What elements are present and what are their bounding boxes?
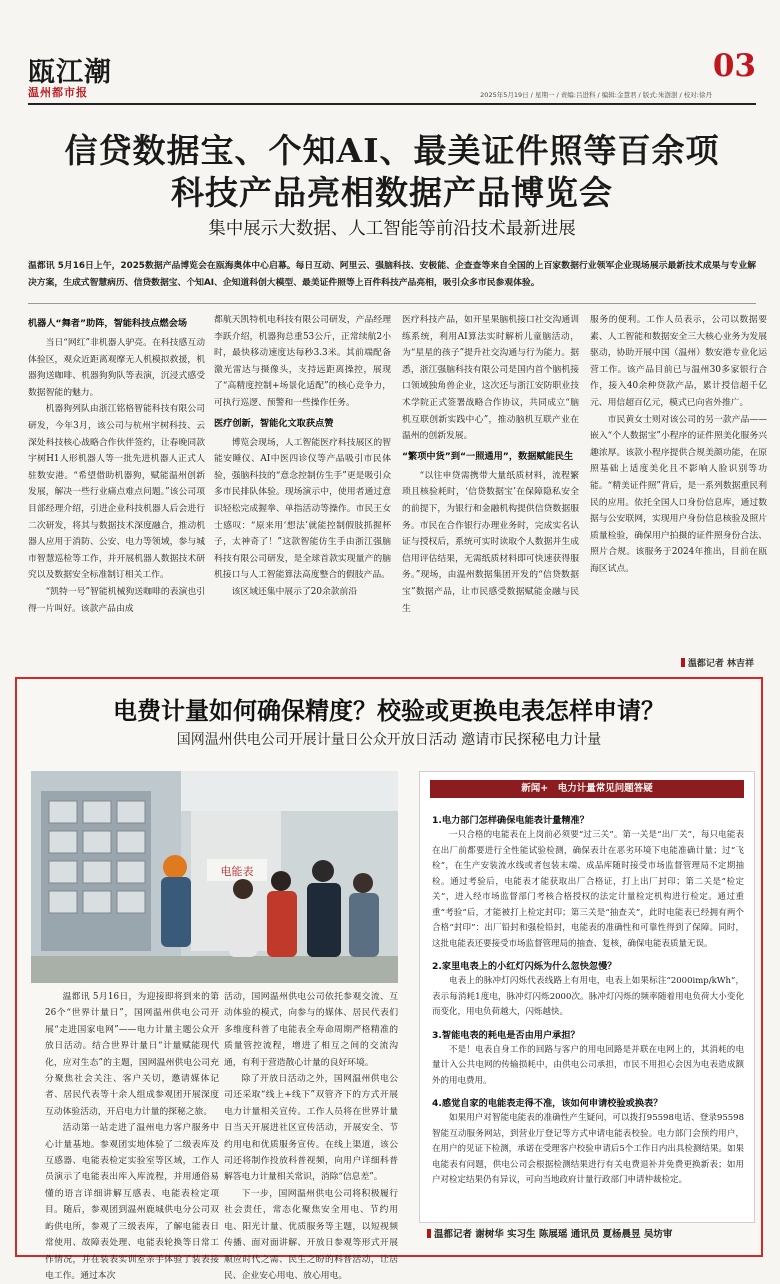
paragraph: “凯特一号”智能机械狗送咖啡的表演也引得一片叫好。该款产品由成 xyxy=(28,586,205,614)
faq-question: 4.感觉自家的电能表走得不准，该如何申请校验或换表？ xyxy=(432,1098,663,1109)
issue-meta: 2025年5月19日 / 星期一 / 责编:吕进科 / 编辑:金慧君 / 版式:朱澍澍 / 校对:徐丹 xyxy=(480,91,712,99)
paragraph: 活动，国网温州供电公司依托参观交流、互动体验的模式，向参与的媒体、居民代表们多维度科普了电能表全寿命周期严格精准的质量管控流程，增进了相互之间的交流沟通，有利于营造散心计量的良好环境。 xyxy=(224,992,398,1068)
faq-item xyxy=(432,1095,744,1189)
masthead-rule xyxy=(28,103,756,105)
special-headline: 电费计量如何确保精度？校验或更换电表怎样申请？ xyxy=(113,696,665,725)
lead-paragraph: 温都讯 5月16日上午，2025数据产品博览会在瓯海奥体中心启幕。每日互动、阿里云、强脑科技、安极能、企查查等来自全国的上百家数据行业领军企业现场展示最新技术成果与专业解决方案，生成式智慧病历、信贷数据宝、个知AI、企知道科创大模型、最美证件照等上百件科技产品亮相，吸引众多市民参观体验。 xyxy=(28,261,756,288)
paragraph: 该区域还集中展示了20余款前沿 xyxy=(231,586,358,597)
article-column-1 xyxy=(28,312,205,672)
paragraph: 博览会现场，人工智能医疗科技展区的智能安睡仪、AI中医四诊仪等产品吸引市民体验，强脑科技的“意念控制仿生手”更是吸引众多市民排队体验。现场演示中，使用者通过意识轻松完成握拳、单指活动等操作。市民王女士感叹：“原来用‘想法’就能控制假肢抓握杯子，太神奇了！”这款智能仿生手由浙江强脑科技有限公司研发，是全球首款实现量产的脑机接口与人工智能算法高度整合的假肢产品。 xyxy=(214,437,391,581)
news-photo xyxy=(31,771,398,983)
special-column-1 xyxy=(45,989,219,1281)
faq-answer: 不是！电表自身工作的回路与客户的用电回路是并联在电网上的，其消耗的电量计入公共电网的传输损耗中，由供电公司承担，市民不用担心会因为电表造成额外的用电费用。 xyxy=(432,1044,744,1086)
article-byline xyxy=(681,656,754,669)
byline-marker xyxy=(427,1229,431,1238)
faq-list xyxy=(432,806,744,1216)
paragraph: 下一步，国网温州供电公司将积极履行社会责任，常态化聚焦安全用电、节约用电、阳光计量、优质服务等主题，以短视频传播、面对面讲解、开放日参观等形式开展顺应时代之需、民生之盼的科普活动，让居民、企业安心用电、放心用电。 xyxy=(224,1188,398,1281)
page-number: 03 xyxy=(712,48,756,84)
byline-text: 温都记者 林吉祥 xyxy=(687,659,754,669)
paragraph: 都航天凯特机电科技有限公司研发，产品经理李跃介绍，机器狗总重53公斤，正常续航2小时，最快移动速度达每秒3.3米。其前端配备激光雷达与摄像头，支持远距离操控，展现了“高精度控制+场景化适配”的核心竞争力，可执行巡逻、预警和一些操作任务。 xyxy=(214,315,391,408)
faq-item xyxy=(432,812,744,952)
paragraph: 除了开放日活动之外，国网温州供电公司还采取“线上+线下”双管齐下的方式开展电力计量相关宣传。工作人员将在世界计量日当天开展进社区宣传活动，开展安全、节约用电和优质服务宣传。在线上渠道，该公司还将制作投放科普视频，向用户详细科普解答电力计量相关常识，消除“信息差”。 xyxy=(224,1074,398,1183)
article-column-2 xyxy=(214,312,391,672)
special-byline xyxy=(427,1226,672,1240)
main-headline xyxy=(28,130,756,214)
byline-marker xyxy=(681,658,685,667)
article-column-3 xyxy=(402,312,579,672)
faq-header: 新闻+ 电力计量常见问题答疑 xyxy=(430,780,744,798)
section-heading: “繁项中货”到“一照通用”，数据赋能民生 xyxy=(402,450,574,462)
special-subheadline: 国网温州供电公司开展计量日公众开放日活动 邀请市民探秘电力计量 xyxy=(176,732,602,748)
faq-answer: 电表上的脉冲灯闪烁代表线路上有用电，电表上如果标注“2000imp/kWh”，表示每消耗1度电，脉冲灯闪烁2000次。脉冲灯闪烁的频率随着用电负荷大小变化而变化，用电负荷越大，闪烁越快。 xyxy=(432,976,744,1017)
faq-question: 1.电力部门怎样确保电能表计量精准？ xyxy=(432,815,589,826)
paragraph: 服务的便利。工作人员表示，公司以数据要素、人工智能和数据安全三大核心业务为发展驱动，协助开展中国（温州）数安港专业化运营工作。该产品目前已与温州30多家银行合作，接入40余种贷款产品，累计授信超千亿元、用信超百亿元，模式已向省外推广。 xyxy=(590,315,767,408)
main-subheadline: 集中展示大数据、人工智能等前沿技术最新进展 xyxy=(208,219,576,239)
faq-question: 3.智能电表的耗电是否由用户承担？ xyxy=(432,1029,580,1041)
masthead xyxy=(28,48,756,104)
byline-text: 温都记者 谢树华 实习生 陈展瑶 通讯员 夏杨晨昱 吴坊审 xyxy=(434,1229,673,1240)
paragraph: “以往申贷需携带大量纸质材料，流程繁琐且核验耗时，‘信贷数据宝’在保障隐私安全的前提下，为银行和金融机构提供信贷数据服务。市民在合作银行办理业务时，完成实名认证与授权后，系统可实时读取个人数据并生成信用评估结果，无需纸质材料即可快速获得服务。”现场，由温州数据集团开发的“信贷数据宝”数据产品，让市民感受数据赋能金融与民生 xyxy=(402,470,579,614)
faq-answer: 一只合格的电能表在上岗前必须要“过三关”。第一关是“出厂关”，每只电能表在出厂前都要进行全性能试验检测，确保表计在恶劣环境下电能准确计量；过“飞检”，在生产安装流水线或者包装末端、成品库随时接受市场监督管理局不定期抽检。通过考验后，电能表才能获取出厂合格证，打上出厂封印；第二关是“检定关”，进入经市场监督部门考核合格授权的法定计量检定机构进行检定。通过重重“考验”后，才能被打上检定封印；第三关是“抽查关”，此时电能表已经拥有两个合格“封印”：出厂铅封和强检铅封，电能表的准确性和可靠性得到了保障。同时，这批电能表还要接受市场监督管理局的抽查、复核，确保电能表质量无误。 xyxy=(432,830,744,949)
photo-illustration xyxy=(31,771,398,983)
paragraph: 当日“网红”非机器人驴亮。在科技感互动体验区，观众近距离观摩无人机模拟救援，机器狗送咖啡、机器狗狗队等表演，沉浸式感受数据智能的魅力。 xyxy=(28,338,205,398)
section-title: 瓯江潮 xyxy=(28,57,112,88)
faq-panel xyxy=(419,771,755,1223)
special-report-box xyxy=(15,677,763,1281)
headline-line-2: 科技产品亮相数据产品博览会 xyxy=(171,173,613,212)
newspaper-name: 温州都市报 xyxy=(28,86,88,99)
faq-question: 2.家里电表上的小红灯闪烁为什么忽快忽慢？ xyxy=(432,961,617,972)
section-heading: 机器人“舞者”助阵，智能科技点燃会场 xyxy=(28,318,188,329)
paragraph: 机器狗列队由浙江铭格智能科技有限公司研发，今年3月，该公司与杭州宇树科技、云深处科技核心战略合作伙伴签约，让春晚同款宇树H1人形机器人等一批先进机器人正式人驻数安港。“希望借助机器狗，赋能温州创新发展，解决一些行业痛点难点问题。”该公司项目部经理介绍，引进企业科技机器人后会进行二次研发，将其与数据技术深度融合，推动机器人应用于消防、公安、电力等领域，参与城市智慧巡检等工作，并开展机器人数据技术研究以及数据安全标准制订相关工作。 xyxy=(28,404,205,581)
faq-answer: 如果用户对智能电能表的准确性产生疑问，可以拨打95598电话、登录95598智能互动服务网站，到营业厅登记等方式申请电能表校验。电力部门会预约用户，在用户的见证下检测，承诺在受理客户校验申请后5个工作日内出具检测结果。如果电能表有问题，供电公司会根据检测结果进行有关电费退补并免费更换新表；如用户对检定结果仍有异议，可向当地政府计量行政部门申请仲裁检定。 xyxy=(432,1113,744,1185)
faq-item xyxy=(432,958,744,1021)
article-column-4 xyxy=(590,312,767,672)
paragraph: 市民黄女士则对该公司的另一款产品——嵌入“个人数据宝”小程序的证件照美化服务兴趣浓厚。该款小程序提供合规美颜功能，在原照基础上适度美化且不影响人脸识别等功能。“精美证件照”背后，是一系列数据重民利民的应用。依托全国人口身份信息库，通过数据与公安联网，实现用户身份信息核验及照片质量检验，确保用户拍摄的证件照身份合法、照片合规。该服务于2024年推出，目前在瓯海区试点。 xyxy=(590,414,767,574)
paragraph: 温都讯 5月16日，为迎接即将到来的第26个“世界计量日”，国网温州供电公司开展“走进国家电网”——电力计量主题公众开放日活动。结合世界计量日“计量赋能现代化，应对生态”的主题，国网温州供电公司充分聚焦社会关注、客户关切，邀请媒体记者、居民代表等十余人组成参观团开展深度互动体验活动，开启电力计量的探秘之旅。 xyxy=(45,992,219,1117)
lead-rule xyxy=(28,303,756,304)
section-heading: 医疗创新，智能化文取获点赞 xyxy=(214,417,334,429)
special-column-2 xyxy=(224,989,398,1281)
paragraph: 活动第一站走进了温州电力客户服务中心计量基地。参观团实地体验了二级表库及互感器、电能表检定实验室等区域，工作人员演示了电能表出库入库流程，并用通俗易懂的语言详细讲解互感表、电能表检定项目。随后，参观团到温州鹿城供电分公司双屿供电所，参观了三级表库，了解电能表日常使用、故障表处理、电能表轮换等日常工作情况，并在装表实训室亲手体验了装表接电工作。通过本次 xyxy=(45,1123,219,1281)
paragraph: 医疗科技产品，如开星果脑机接口社交沟通训练系统，利用AI算法实时解析儿童脑活动，为“星星的孩子”提升社交沟通与行为能力。据悉，浙江强脑科技有限公司是国内首个脑机接口领域独角兽企业，这次还与浙江安防职业技术学院正式签署战略合作协议，共同成立“脑机互联创新实践中心”，推动脑机互联产业在温州的创新发展。 xyxy=(402,315,579,442)
photo-sign-text: 电能表 xyxy=(220,865,254,878)
headline-line-1: 信贷数据宝、个知AI、最美证件照等百余项 xyxy=(64,131,720,170)
faq-item xyxy=(432,1027,744,1090)
